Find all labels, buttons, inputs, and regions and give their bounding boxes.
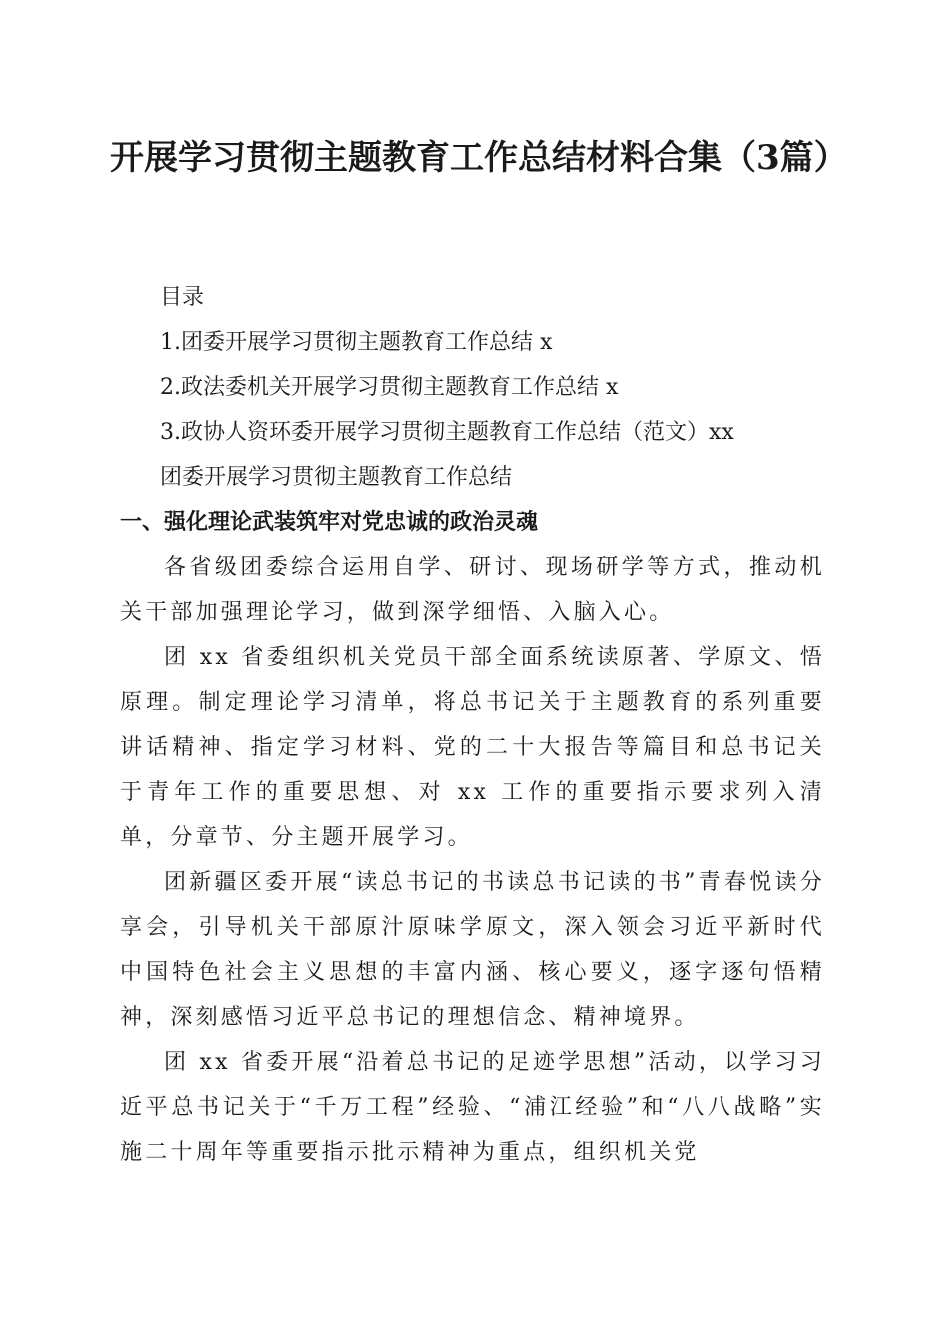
paragraph-4: 团 xx 省委开展“沿着总书记的足迹学思想”活动，以学习习近平总书记关于“千万工程”经验、“浦江经验”和“八八战略”实施二十周年等重要指示批示精神为重点，组织机关党 xyxy=(120,1050,825,1165)
paragraph-1: 各省级团委综合运用自学、研讨、现场研学等方式，推动机关干部加强理论学习，做到深学细悟、入脑入心。 xyxy=(120,555,825,625)
toc-item-3: 3.政协人资环委开展学习贯彻主题教育工作总结（范文）xx xyxy=(160,420,734,445)
toc-item-1: 1.团委开展学习贯彻主题教育工作总结 x xyxy=(160,330,553,355)
toc-label: 目录 xyxy=(160,285,205,310)
article-title: 团委开展学习贯彻主题教育工作总结 xyxy=(160,465,513,490)
toc-item-2: 2.政法委机关开展学习贯彻主题教育工作总结 x xyxy=(160,375,619,400)
paragraph-3: 团新疆区委开展“读总书记的书读总书记读的书”青春悦读分享会，引导机关干部原汁原味学原文，深入领会习近平新时代中国特色社会主义思想的丰富内涵、核心要义，逐字逐句悟精神，深刻感悟习近平总书记的理想信念、精神境界。 xyxy=(120,870,825,1030)
section-heading: 一、强化理论武装筑牢对党忠诚的政治灵魂 xyxy=(120,510,539,535)
document-title: 开展学习贯彻主题教育工作总结材料合集（3篇） xyxy=(110,138,848,178)
paragraph-2: 团 xx 省委组织机关党员干部全面系统读原著、学原文、悟原理。制定理论学习清单，将总书记关于主题教育的系列重要讲话精神、指定学习材料、党的二十大报告等篇目和总书记关于青年工作的重要思想、对 xx 工作的重要指示要求列入清单，分章节、分主题开展学习。 xyxy=(120,645,825,850)
